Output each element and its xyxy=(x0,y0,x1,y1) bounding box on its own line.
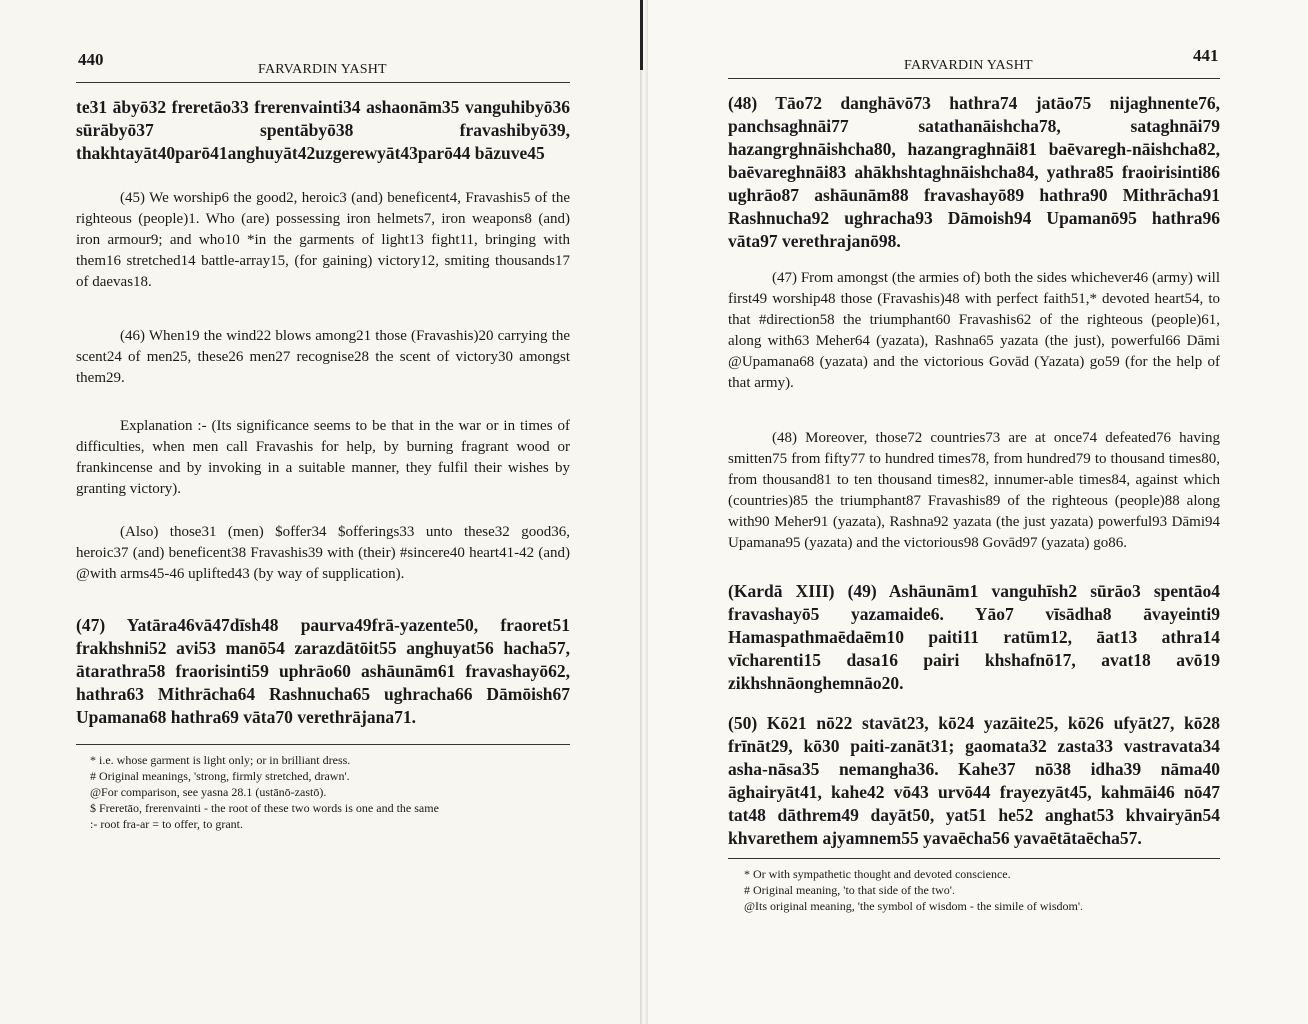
left-page-number: 440 xyxy=(78,50,104,69)
left-running-head: FARVARDIN YASHT xyxy=(258,62,387,77)
footnote: $ Freretāo, frerenvainti - the root of these two words is one and the same xyxy=(90,801,439,815)
footnote: @Its original meaning, 'the symbol of wisdom - the simile of wisdom'. xyxy=(744,899,1084,913)
right-page-number: 441 xyxy=(1193,46,1219,65)
left-footnote-rule xyxy=(76,744,570,745)
footnote: * Or with sympathetic thought and devoted conscience. xyxy=(744,867,1011,881)
left-avesta-top xyxy=(76,96,570,165)
left-translation-45 xyxy=(76,188,570,293)
footnote: # Original meanings, 'strong, firmly stretched, drawn'. xyxy=(90,769,350,783)
avesta-verse-44: te31 ābyō32 freretāo33 frerenvainti34 ashaonām35 vanguhibyō36 sūrābyō37 spentābyō38 fravashibyō39, thakhtayāt40parō41anghuyāt42uzgerewyāt43parō44 bāzuve45 xyxy=(76,97,570,163)
book-gutter xyxy=(640,0,648,1024)
footnote: * i.e. whose garment is light only; or in brilliant dress. xyxy=(90,753,351,767)
gutter-mark xyxy=(640,0,643,70)
right-translation-48 xyxy=(728,428,1220,554)
right-footnote-rule xyxy=(728,858,1220,859)
right-page xyxy=(648,0,1308,1024)
left-page xyxy=(0,0,640,1024)
translation-48: (48) Moreover, those72 countries73 are at once74 defeated76 having smitten75 from fifty77 to hundred times78, from hundred79 to thousand times80, from thousand81 to ten thousand times82, innumer-able times84, against which (countries)85 the triumphant87 Fravashis89 of the righteous (people)88 along with90 Meher91 (yazata), Rashna92 yazata (the just yazata) powerful93 Dāmi94 Upamana95 (yazata) and the victorious98 Govād97 (yazata) go86. xyxy=(728,430,1220,551)
right-footnotes xyxy=(744,866,1220,914)
avesta-verse-47: (47) Yatāra46vā47dīsh48 paurva49frā-yazente50, fraoret51 frakhshni52 avi53 manō54 zarazdātōit55 anghuyat56 hacha57, ātarathra58 fraorisinti59 uphrāo60 ashāunām61 fravashayō62, hathra63 Mithrācha64 Rashnucha65 ughracha66 Dāmōish67 Upamana68 hathra69 vāta70 verethrājana71. xyxy=(76,615,570,727)
left-footnotes xyxy=(90,752,570,832)
right-header-rule xyxy=(728,78,1220,79)
translation-47: (47) From amongst (the armies of) both the sides whichever46 (army) will first49 worship48 those (Fravashis)48 with perfect faith51,* devoted heart54, to that #direction58 the triumphant60 Fravashis62 of the righteous (people)61, along with63 Meher64 (yazata), Rashna65 yazata (the just), powerful66 Dāmi @Upamana68 (yazata) and the victorious Govād (Yazata) go59 (for the help of that army). xyxy=(728,270,1220,391)
avesta-verse-49: (Kardā XIII) (49) Ashāunām1 vanguhīsh2 sūrāo3 spentāo4 fravashayō5 yazamaide6. Yāo7 vīsādha8 āvayeinti9 Hamaspathmaēdaēm10 paiti11 ratūm12, āat13 athra14 vīcharenti15 dasa16 pairi khshafnō17, avat18 avō19 zikhshnāonghemnāo20. xyxy=(728,581,1220,693)
footnote: # Original meaning, 'to that side of the two'. xyxy=(744,883,955,897)
avesta-verse-48: (48) Tāo72 danghāvō73 hathra74 jatāo75 nijaghnente76, panchsaghnāi77 satathanāishcha78, sataghnāi79 hazangrghnāishcha80, hazangraghnāi81 baēvaregh-nāishcha82, baēvareghnāi83 ahākhshtaghnāishcha84, yathra85 fraoirisinti86 ughrāo87 ashāunām88 fravashayō89 hathra90 Mithrācha91 Rashnucha92 ughracha93 Dāmoish94 Upamanō95 hathra96 vāta97 verethrajanō98. xyxy=(728,93,1220,251)
right-avesta-50 xyxy=(728,712,1220,850)
explanation: Explanation :- (Its significance seems to be that in the war or in times of difficulties, when men call Fravashis for help, by burning fragrant wood or frankincense and by invoking in a suitable manner, they fulfil their wishes by granting victory). xyxy=(76,418,570,497)
left-avesta-47 xyxy=(76,614,570,729)
left-explanation xyxy=(76,416,570,500)
translation-45: (45) We worship6 the good2, heroic3 (and) beneficent4, Fravashis5 of the righteous (people)1. Who (are) possessing iron helmets7, iron weapons8 (and) iron armour9; and who10 *in the garments of light13 fight11, bringing with them16 stretched14 battle-array15, (for gaining) victory12, smiting thousands17 of daevas18. xyxy=(76,190,570,290)
also-paragraph: (Also) those31 (men) $offer34 $offerings33 unto these32 good36, heroic37 (and) beneficent38 Fravashis39 with (their) #sincere40 heart41-42 (and) @with arms45-46 uplifted43 (by way of supplication). xyxy=(76,524,570,582)
right-running-head: FARVARDIN YASHT xyxy=(904,58,1033,73)
translation-46: (46) When19 the wind22 blows among21 those (Fravashis)20 carrying the scent24 of men25, these26 men27 recognise28 the scent of victory30 amongst them29. xyxy=(76,328,570,386)
footnote: @For comparison, see yasna 28.1 (ustānō-zastō). xyxy=(90,785,327,799)
left-also xyxy=(76,522,570,585)
avesta-verse-50: (50) Kō21 nō22 stavāt23, kō24 yazāite25, kō26 ufyāt27, kō28 frīnāt29, kō30 paiti-zanāt31; gaomata32 zasta33 vastravata34 asha-nāsa35 nemangha36. Kahe37 nō38 idha39 nāma40 āghairyāt41, kahe42 vō43 urvō44 frayezyāt45, kahmāi46 nō47 tat48 dāthrem49 dayāt50, yat51 he52 anghat53 khvairyān54 khvarethem ajyamnem55 yavaēcha56 yavaētātaēcha57. xyxy=(728,713,1220,848)
left-translation-46 xyxy=(76,326,570,389)
right-translation-47 xyxy=(728,268,1220,394)
footnote: :- root fra-ar = to offer, to grant. xyxy=(90,817,244,831)
right-avesta-48 xyxy=(728,92,1220,253)
left-header-rule xyxy=(76,82,570,83)
right-avesta-49 xyxy=(728,580,1220,695)
